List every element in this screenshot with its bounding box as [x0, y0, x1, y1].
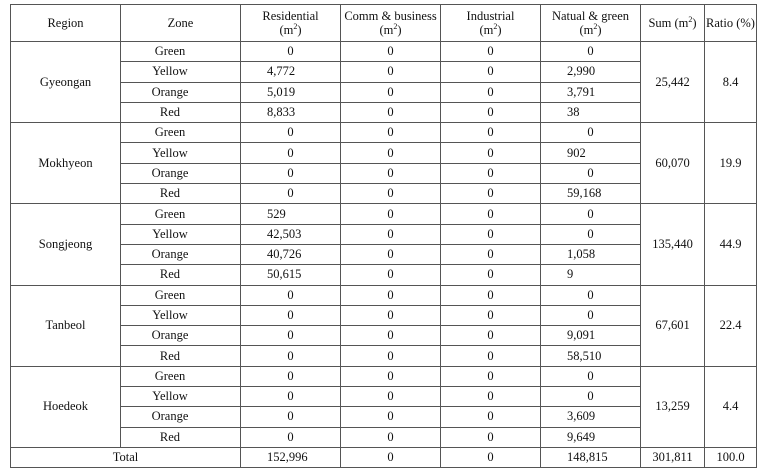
zone-cell — [121, 285, 241, 305]
residential-value: 0 — [241, 326, 341, 346]
comm-business-value: 0 — [341, 204, 441, 224]
zone-cell — [121, 163, 241, 183]
region-sum: 25,442 — [641, 42, 705, 123]
region-ratio: 19.9 — [705, 123, 757, 204]
comm-business-value: 0 — [341, 82, 441, 102]
natural-green-value: 1,058 — [541, 244, 641, 264]
comm-business-value: 0 — [341, 265, 441, 285]
region-ratio: 4.4 — [705, 366, 757, 447]
header-natural-green — [541, 5, 641, 42]
table-row — [11, 42, 757, 62]
residential-value: 4,772 — [241, 62, 341, 82]
industrial-value: 0 — [441, 163, 541, 183]
industrial-value: 0 — [441, 346, 541, 366]
zone-label: Green — [154, 206, 186, 221]
total-ratio: 100.0 — [705, 447, 757, 467]
zone-label: Green — [154, 368, 186, 383]
natural-green-value: 0 — [541, 163, 641, 183]
header-industrial-label: Industrial — [466, 9, 515, 23]
header-region: Region — [11, 5, 121, 42]
zone-cell — [121, 82, 241, 102]
industrial-value: 0 — [441, 305, 541, 325]
header-comm-label: Comm & business — [344, 9, 437, 23]
industrial-value: 0 — [441, 224, 541, 244]
natural-green-value: 0 — [541, 204, 641, 224]
zone-cell — [121, 143, 241, 163]
industrial-value: 0 — [441, 42, 541, 62]
comm-business-value: 0 — [341, 346, 441, 366]
zone-cell — [121, 62, 241, 82]
zone-cell — [121, 42, 241, 62]
industrial-value: 0 — [441, 265, 541, 285]
residential-value: 0 — [241, 163, 341, 183]
table-body — [11, 42, 757, 468]
total-industrial: 0 — [441, 447, 541, 467]
industrial-value: 0 — [441, 82, 541, 102]
natural-green-value: 3,609 — [541, 407, 641, 427]
region-name: Songjeong — [11, 204, 121, 285]
region-name: Hoedeok — [11, 366, 121, 447]
table-row — [11, 204, 757, 224]
header-residential-label: Residential — [262, 9, 319, 23]
region-ratio: 22.4 — [705, 285, 757, 366]
zone-label: Yellow — [152, 308, 188, 322]
residential-value: 0 — [241, 123, 341, 143]
header-industrial-unit: $(m^2)$ — [479, 21, 502, 37]
zone-label: Red — [159, 186, 181, 201]
residential-value: 0 — [241, 184, 341, 204]
natural-green-value: 2,990 — [541, 62, 641, 82]
zone-cell — [121, 346, 241, 366]
comm-business-value: 0 — [341, 387, 441, 407]
natural-green-value: 902 — [541, 143, 641, 163]
zone-label: Yellow — [152, 389, 188, 404]
header-row — [11, 5, 757, 42]
comm-business-value: 0 — [341, 42, 441, 62]
natural-green-value: 58,510 — [541, 346, 641, 366]
zone-label: Orange — [151, 328, 189, 343]
zone-cell — [121, 305, 241, 325]
zone-label: Yellow — [152, 145, 188, 160]
natural-green-value: 9,649 — [541, 427, 641, 447]
zone-cell — [121, 265, 241, 285]
residential-value: 0 — [241, 366, 341, 386]
zone-cell — [121, 366, 241, 386]
total-row — [11, 447, 757, 467]
industrial-value: 0 — [441, 427, 541, 447]
header-sum: Sum $(m^2)$ — [641, 5, 705, 42]
residential-value: 0 — [241, 427, 341, 447]
zone-cell — [121, 123, 241, 143]
total-sum: 301,811 — [641, 447, 705, 467]
zone-label: Red — [159, 105, 181, 120]
industrial-value: 0 — [441, 62, 541, 82]
header-ratio: Ratio (%) — [705, 5, 757, 42]
industrial-value: 0 — [441, 326, 541, 346]
header-natural-unit: $(m^2)$ — [579, 21, 602, 37]
table-row — [11, 366, 757, 386]
natural-green-value: 0 — [541, 366, 641, 386]
zone-cell — [121, 102, 241, 122]
header-zone: Zone — [121, 5, 241, 42]
industrial-value: 0 — [441, 366, 541, 386]
natural-green-value: 3,791 — [541, 82, 641, 102]
industrial-value: 0 — [441, 387, 541, 407]
comm-business-value: 0 — [341, 62, 441, 82]
residential-value: 0 — [241, 285, 341, 305]
zone-label: Green — [154, 287, 186, 302]
comm-business-value: 0 — [341, 366, 441, 386]
residential-value: 0 — [241, 387, 341, 407]
industrial-value: 0 — [441, 204, 541, 224]
natural-green-value: 0 — [541, 42, 641, 62]
comm-business-value: 0 — [341, 305, 441, 325]
total-residential: 152,996 — [241, 447, 341, 467]
residential-value: 5,019 — [241, 82, 341, 102]
zone-label: Orange — [151, 165, 189, 180]
total-label: Total — [11, 447, 241, 467]
comm-business-value: 0 — [341, 427, 441, 447]
table-header — [11, 5, 757, 42]
total-comm-business: 0 — [341, 447, 441, 467]
residential-value: 0 — [241, 346, 341, 366]
industrial-value: 0 — [441, 407, 541, 427]
industrial-value: 0 — [441, 143, 541, 163]
natural-green-value: 38 — [541, 102, 641, 122]
industrial-value: 0 — [441, 285, 541, 305]
residential-value: 50,615 — [241, 265, 341, 285]
zone-label: Green — [154, 44, 186, 59]
comm-business-value: 0 — [341, 326, 441, 346]
industrial-value: 0 — [441, 244, 541, 264]
natural-green-value: 0 — [541, 224, 641, 244]
comm-business-value: 0 — [341, 224, 441, 244]
natural-green-value: 0 — [541, 285, 641, 305]
industrial-value: 0 — [441, 102, 541, 122]
natural-green-value: 9,091 — [541, 326, 641, 346]
zone-cell — [121, 244, 241, 264]
natural-green-value: 0 — [541, 123, 641, 143]
comm-business-value: 0 — [341, 143, 441, 163]
zone-cell — [121, 184, 241, 204]
header-comm-business — [341, 5, 441, 42]
table-row — [11, 285, 757, 305]
comm-business-value: 0 — [341, 407, 441, 427]
region-sum: 13,259 — [641, 366, 705, 447]
zone-label: Orange — [151, 409, 189, 424]
zone-label: Yellow — [152, 64, 188, 79]
table-row — [11, 123, 757, 143]
header-natural-label: Natual & green — [551, 9, 630, 23]
residential-value: 8,833 — [241, 102, 341, 122]
region-sum: 67,601 — [641, 285, 705, 366]
zone-cell — [121, 204, 241, 224]
residential-value: 0 — [241, 407, 341, 427]
region-ratio: 8.4 — [705, 42, 757, 123]
table-container — [10, 4, 756, 468]
zone-label: Red — [159, 429, 181, 444]
residential-value: 0 — [241, 305, 341, 325]
header-residential-unit: $(m^2)$ — [279, 21, 302, 37]
natural-green-value: 0 — [541, 387, 641, 407]
region-ratio: 44.9 — [705, 204, 757, 285]
residential-value: 0 — [241, 143, 341, 163]
zone-label: Red — [159, 348, 181, 363]
header-industrial — [441, 5, 541, 42]
region-name: Tanbeol — [11, 285, 121, 366]
region-name: Mokhyeon — [11, 123, 121, 204]
industrial-value: 0 — [441, 184, 541, 204]
zone-cell — [121, 224, 241, 244]
zone-cell — [121, 387, 241, 407]
industrial-value: 0 — [441, 123, 541, 143]
zone-label: Red — [159, 267, 181, 282]
region-name: Gyeongan — [11, 42, 121, 123]
zone-label: Orange — [151, 84, 189, 99]
land-use-table — [10, 4, 757, 468]
residential-value: 40,726 — [241, 244, 341, 264]
zone-label: Yellow — [152, 226, 188, 241]
zone-cell — [121, 326, 241, 346]
comm-business-value: 0 — [341, 184, 441, 204]
comm-business-value: 0 — [341, 163, 441, 183]
comm-business-value: 0 — [341, 244, 441, 264]
total-natural-green: 148,815 — [541, 447, 641, 467]
zone-cell — [121, 407, 241, 427]
header-comm-unit: $(m^2)$ — [379, 21, 402, 37]
region-sum: 135,440 — [641, 204, 705, 285]
comm-business-value: 0 — [341, 123, 441, 143]
residential-value: 529 — [241, 204, 341, 224]
residential-value: 42,503 — [241, 224, 341, 244]
zone-label: Orange — [151, 247, 189, 262]
natural-green-value: 59,168 — [541, 184, 641, 204]
header-residential — [241, 5, 341, 42]
residential-value: 0 — [241, 42, 341, 62]
comm-business-value: 0 — [341, 102, 441, 122]
natural-green-value: 9 — [541, 265, 641, 285]
comm-business-value: 0 — [341, 285, 441, 305]
zone-cell — [121, 427, 241, 447]
zone-label: Green — [154, 125, 186, 140]
region-sum: 60,070 — [641, 123, 705, 204]
natural-green-value: 0 — [541, 305, 641, 325]
